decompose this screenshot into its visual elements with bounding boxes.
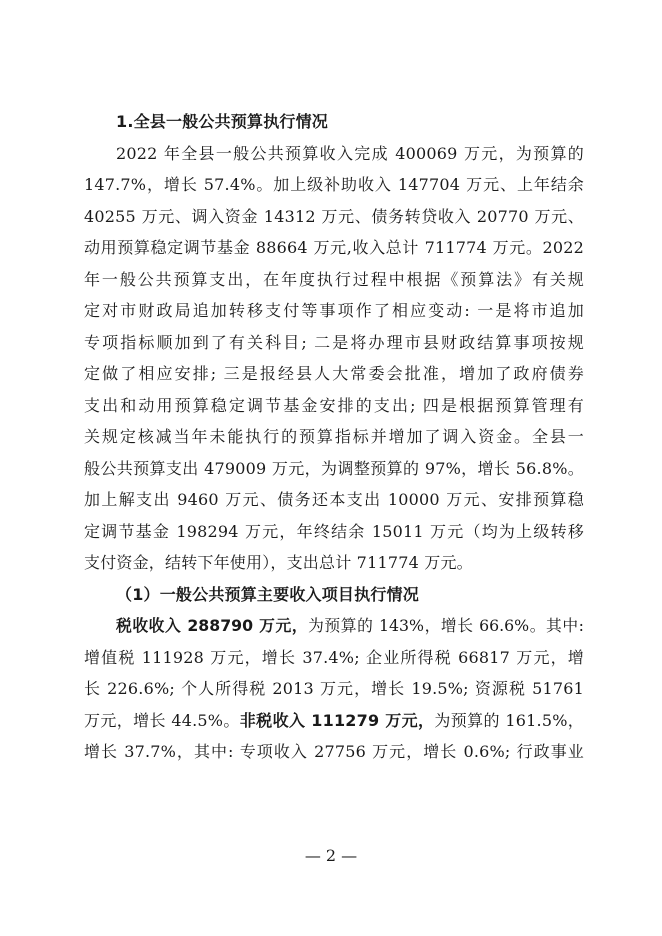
paragraph-line: 支付资金，结转下年使用），支出总计 711774 万元。: [84, 553, 473, 572]
paragraph-revenue-items: [84, 610, 584, 768]
document-page: [84, 106, 584, 768]
paragraph-line: 加上解支出 9460 万元、债务还本支出 10000 万元、安排预算稳: [84, 490, 584, 509]
paragraph-line: 增长 37.7%，其中: 专项收入 27756 万元，增长 0.6%; 行政事业: [84, 742, 584, 761]
paragraph-line: 长 226.6%; 个人所得税 2013 万元，增长 19.5%; 资源税 51761: [84, 679, 584, 698]
paragraph-line: 专项指标顺加到了有关科目; 二是将办理市县财政结算事项按规: [84, 332, 584, 352]
section-heading: 1.全县一般公共预算执行情况: [116, 112, 329, 131]
paragraph-budget-execution: [84, 138, 584, 579]
paragraph-line: 定做了相应安排; 三是报经县人大常委会批准，增加了政府债券: [84, 364, 584, 383]
paragraph-line: 动用预算稳定调节基金 88664 万元,收入总计 711774 万元。2022: [84, 238, 584, 257]
paragraph-line: 般公共预算支出 479009 万元，为调整预算的 97%，增长 56.8%。: [84, 458, 584, 478]
paragraph-line: 增值税 111928 万元，增长 37.4%; 企业所得税 66817 万元，增: [84, 647, 584, 667]
paragraph-text: 为预算的 161.5%，: [434, 710, 584, 730]
paragraph-line: 定对市财政局追加转移支付等事项作了相应变动: 一是将市追加: [84, 301, 584, 320]
paragraph-line: [84, 610, 584, 642]
paragraph-line: 年一般公共预算支出，在年度执行过程中根据《预算法》有关规: [84, 269, 584, 289]
paragraph-line: 2022 年全县一般公共预算收入完成 400069 万元，为预算的: [116, 143, 584, 163]
paragraph-line: 40255 万元、调入资金 14312 万元、债务转贷收入 20770 万元、: [84, 206, 584, 226]
paragraph-line: 关规定核减当年未能执行的预算指标并增加了调入资金。全县一: [84, 427, 584, 446]
paragraph-text: 为预算的 143%，增长 66.6%。其中:: [308, 616, 584, 635]
bold-text: 税收收入 288790 万元，: [116, 616, 309, 635]
sub-heading: （1）一般公共预算主要收入项目执行情况: [116, 584, 419, 604]
page-number: — 2 —: [304, 846, 358, 865]
paragraph-line: 支出和动用预算稳定调节基金安排的支出; 四是根据预算管理有: [84, 395, 584, 415]
paragraph-line: [84, 705, 584, 737]
paragraph-line: 147.7%，增长 57.4%。加上级补助收入 147704 万元、上年结余: [84, 175, 584, 194]
bold-text: 非税收入 111279 万元，: [239, 710, 435, 730]
paragraph-text: 万元，增长 44.5%。: [84, 710, 240, 730]
paragraph-line: 定调节基金 198294 万元，年终结余 15011 万元（均为上级转移: [84, 521, 584, 541]
